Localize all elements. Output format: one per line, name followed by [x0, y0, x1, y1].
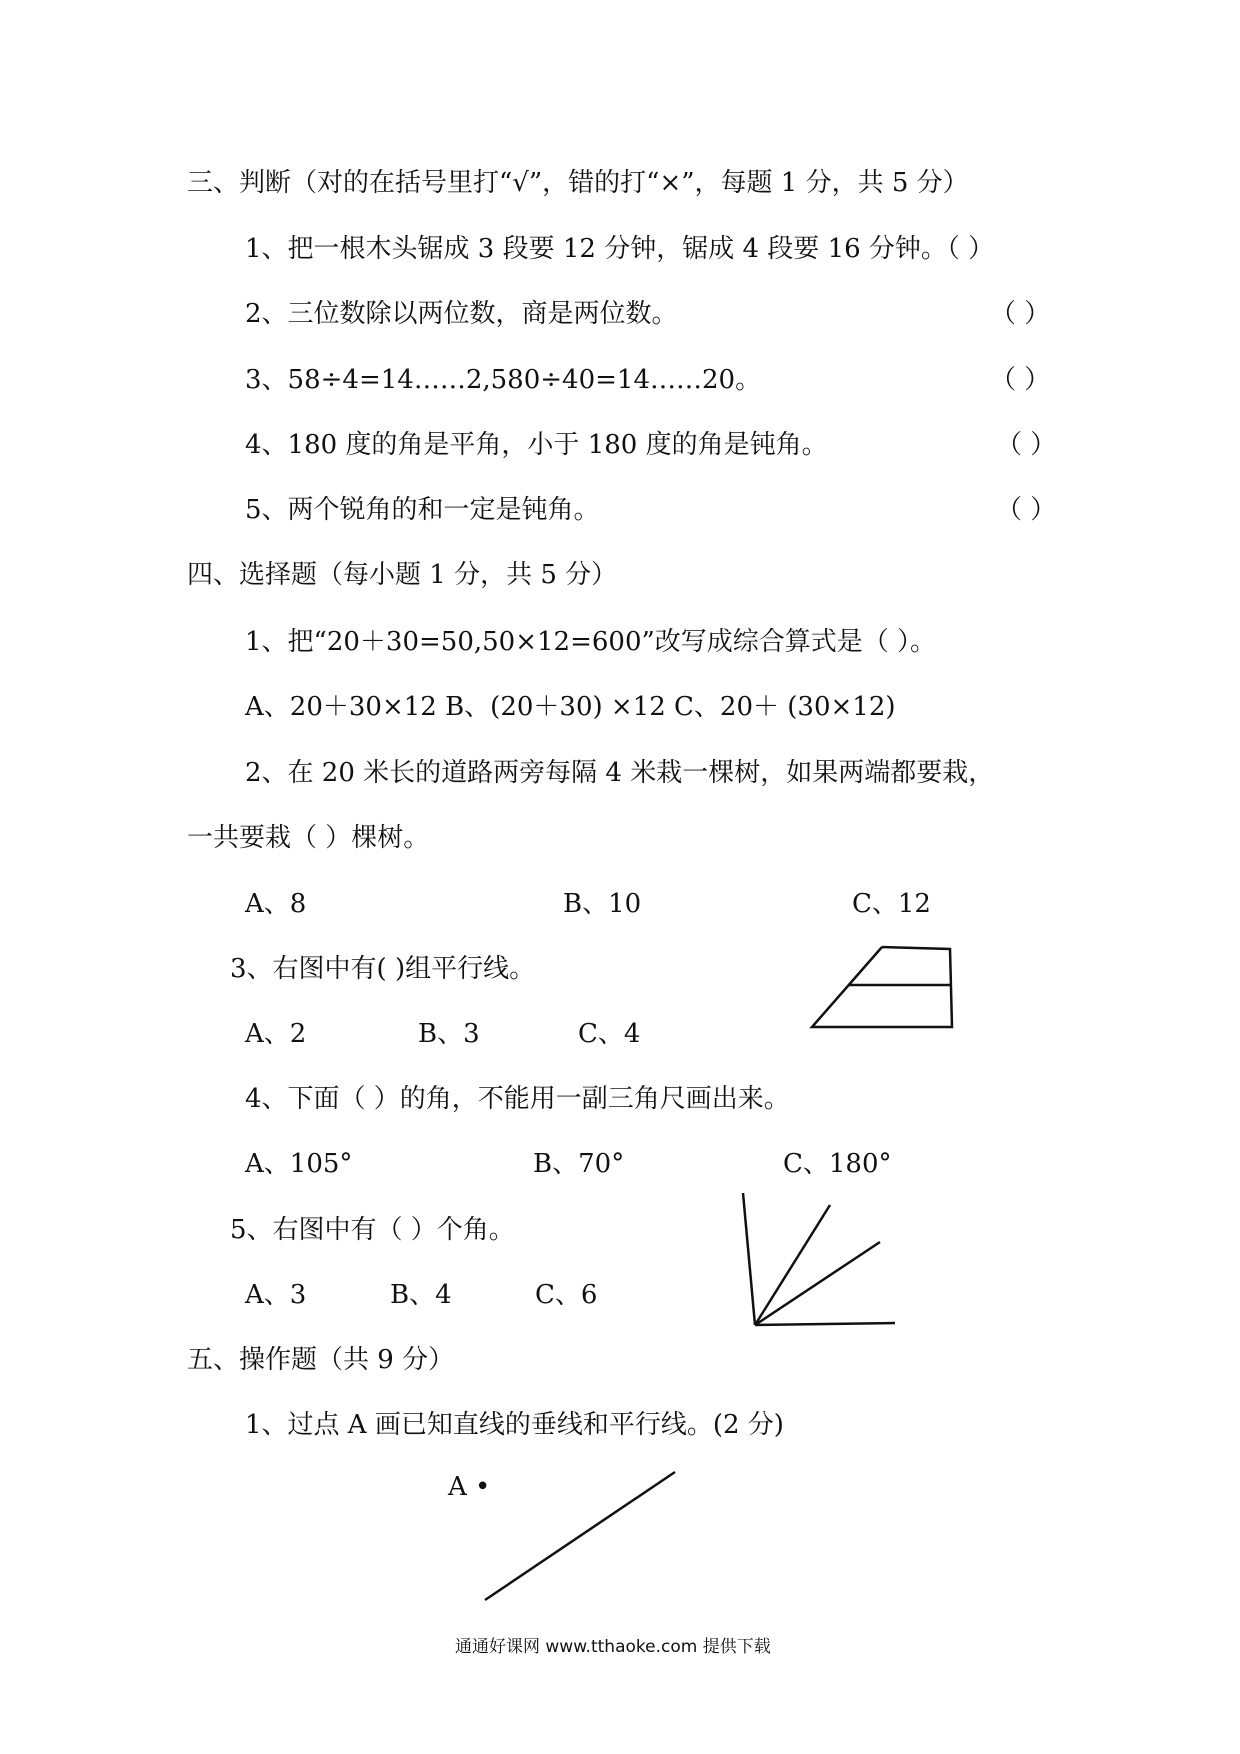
judge-item-1: 1、把一根木头锯成 3 段要 12 分钟，锯成 4 段要 16 分钟。（ ）: [245, 234, 995, 264]
section-5-title: 五、操作题（共 9 分）: [187, 1345, 455, 1375]
choice-q2-option-c: C、12: [852, 889, 931, 919]
choice-q5-option-a: A、3: [245, 1280, 307, 1310]
answer-paren-3[interactable]: （ ）: [990, 365, 1051, 395]
point-a-label: A •: [448, 1472, 491, 1502]
answer-paren-4[interactable]: （ ）: [996, 430, 1057, 460]
choice-q2-line2: 一共要栽（ ）棵树。: [187, 823, 430, 853]
judge-item-3: 3、58÷4=14……2,580÷40=14……20。: [245, 365, 762, 395]
choice-q4-option-a: A、105°: [245, 1149, 353, 1179]
given-line-figure: [475, 1460, 695, 1610]
angles-figure: [735, 1185, 910, 1335]
choice-q3-option-c: C、4: [578, 1019, 641, 1049]
choice-q2-option-a: A、8: [245, 889, 307, 919]
answer-paren-5[interactable]: （ ）: [996, 495, 1057, 525]
choice-q5-option-b: B、4: [390, 1280, 452, 1310]
operation-q1: 1、过点 A 画已知直线的垂线和平行线。(2 分): [245, 1410, 784, 1440]
choice-q5-option-c: C、6: [535, 1280, 598, 1310]
choice-q5: 5、右图中有（ ）个角。: [230, 1215, 515, 1245]
choice-q1-options: A、20＋30×12 B、(20＋30) ×12 C、20＋ (30×12): [245, 692, 896, 722]
judge-item-5: 5、两个锐角的和一定是钝角。: [245, 495, 600, 525]
trapezoid-figure: [800, 935, 970, 1035]
choice-q4-option-b: B、70°: [533, 1149, 625, 1179]
choice-q4: 4、下面（ ）的角，不能用一副三角尺画出来。: [245, 1084, 790, 1114]
footer-text: 通通好课网 www.tthaoke.com 提供下载: [455, 1637, 771, 1657]
choice-q3-option-b: B、3: [418, 1019, 480, 1049]
section-4-title: 四、选择题（每小题 1 分，共 5 分）: [187, 560, 618, 590]
judge-item-2: 2、三位数除以两位数，商是两位数。: [245, 299, 678, 329]
choice-q3: 3、右图中有( )组平行线。: [230, 954, 536, 984]
choice-q2-line1: 2、在 20 米长的道路两旁每隔 4 米栽一棵树，如果两端都要栽，: [245, 758, 995, 788]
section-3-title: 三、判断（对的在括号里打“√”，错的打“×”，每题 1 分，共 5 分）: [187, 168, 969, 198]
choice-q1: 1、把“20＋30=50,50×12=600”改写成综合算式是（ ）。: [245, 627, 937, 657]
choice-q3-option-a: A、2: [245, 1019, 307, 1049]
choice-q4-option-c: C、180°: [783, 1149, 892, 1179]
choice-q2-option-b: B、10: [563, 889, 642, 919]
answer-paren-2[interactable]: （ ）: [990, 299, 1051, 329]
judge-item-4: 4、180 度的角是平角，小于 180 度的角是钝角。: [245, 430, 828, 460]
